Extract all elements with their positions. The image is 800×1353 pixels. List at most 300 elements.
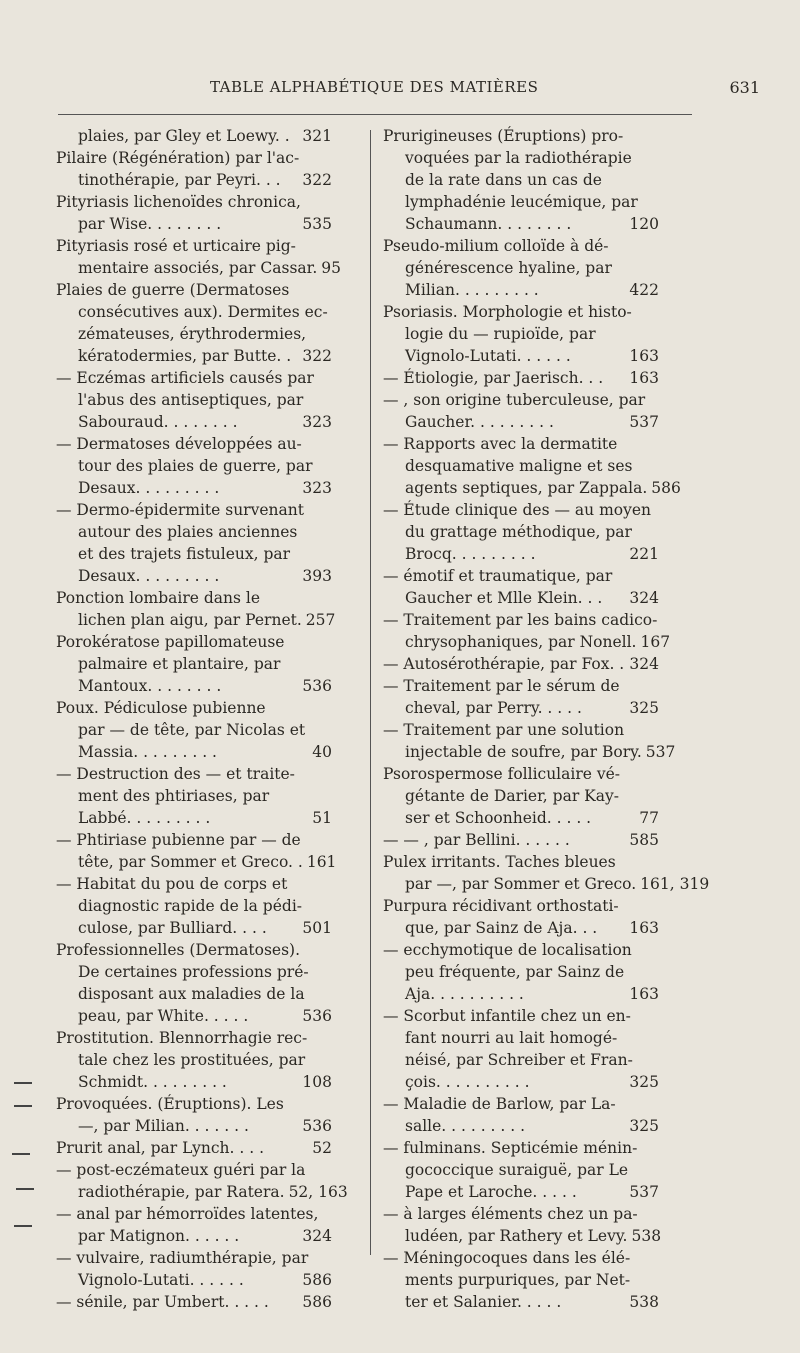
page-reference: 163 bbox=[629, 369, 659, 387]
line-fill bbox=[591, 807, 635, 829]
index-line bbox=[383, 1269, 659, 1291]
index-line bbox=[56, 697, 332, 719]
line-fill bbox=[302, 895, 332, 917]
page-reference: 324 bbox=[302, 1227, 332, 1245]
index-line-text: néisé, par Schreiber et Fran- bbox=[405, 1051, 633, 1069]
line-fill bbox=[630, 1269, 659, 1291]
index-line bbox=[383, 1159, 659, 1181]
index-line-text: agents septiques, par Zappala. bbox=[405, 479, 648, 497]
index-line-text: par — de tête, par Nicolas et bbox=[78, 721, 306, 739]
page-title: TABLE ALPHABÉTIQUE DES MATIÈRES bbox=[210, 78, 539, 96]
line-fill bbox=[597, 917, 625, 939]
line-fill bbox=[612, 257, 659, 279]
index-line bbox=[383, 873, 710, 895]
index-line bbox=[383, 1247, 659, 1269]
right-column bbox=[383, 125, 710, 1313]
index-line-text: — Eczémas artificiels causés par bbox=[56, 369, 314, 387]
index-line bbox=[383, 851, 659, 873]
index-line bbox=[56, 301, 332, 323]
line-fill bbox=[571, 345, 626, 367]
index-line-text: zémateuses, érythrodermies, bbox=[78, 325, 307, 343]
index-line-text: voquées par la radiothérapie bbox=[405, 149, 632, 167]
index-line bbox=[383, 257, 659, 279]
index-line-text: générescence hyaline, par bbox=[405, 259, 612, 277]
index-line-text: par Wise. . . . . . . . bbox=[78, 215, 222, 233]
index-line bbox=[383, 477, 681, 499]
line-fill bbox=[284, 1093, 332, 1115]
page-reference: 322 bbox=[302, 347, 332, 365]
index-line bbox=[56, 1071, 332, 1093]
index-line bbox=[56, 1093, 332, 1115]
line-fill bbox=[307, 1027, 332, 1049]
index-line-text: — vulvaire, radiumthérapie, par bbox=[56, 1249, 309, 1267]
line-fill bbox=[314, 367, 332, 389]
line-fill bbox=[619, 895, 659, 917]
index-line-text: — Autosérothérapie, par Fox. . bbox=[383, 655, 625, 673]
line-fill bbox=[264, 1137, 308, 1159]
page-reference: 586 bbox=[302, 1293, 332, 1311]
index-line-text: ments purpuriques, par Net- bbox=[405, 1271, 631, 1289]
page-reference: 40 bbox=[312, 743, 332, 761]
index-line bbox=[56, 587, 332, 609]
index-line-text: culose, par Bulliard. . . . bbox=[78, 919, 267, 937]
index-line-text: Plaies de guerre (Dermatoses bbox=[56, 281, 290, 299]
line-fill bbox=[210, 807, 308, 829]
index-line-text: Vignolo-Lutati. . . . . . bbox=[78, 1271, 244, 1289]
page-reference: 324 bbox=[629, 589, 659, 607]
index-line bbox=[56, 147, 332, 169]
line-fill bbox=[269, 1291, 299, 1313]
page-reference: 537 bbox=[629, 1183, 659, 1201]
line-fill bbox=[297, 521, 332, 543]
line-fill bbox=[289, 279, 332, 301]
line-fill bbox=[619, 785, 659, 807]
index-line-text: ser et Schoonheid. . . . . bbox=[405, 809, 592, 827]
index-line bbox=[383, 565, 659, 587]
index-line bbox=[56, 1225, 332, 1247]
index-line-text: — , son origine tuberculeuse, par bbox=[383, 391, 646, 409]
index-line-text: — Habitat du pou de corps et bbox=[56, 875, 288, 893]
index-line bbox=[383, 1203, 659, 1225]
header-rule bbox=[58, 114, 692, 115]
line-fill bbox=[633, 1049, 659, 1071]
page-reference: 325 bbox=[629, 1117, 659, 1135]
index-line-text: — Étude clinique des — au moyen bbox=[383, 501, 652, 519]
index-line-text: Brocq. . . . . . . . . bbox=[405, 545, 536, 563]
line-fill bbox=[239, 1225, 298, 1247]
line-fill bbox=[281, 169, 299, 191]
line-fill bbox=[624, 719, 659, 741]
margin-mark bbox=[14, 1082, 32, 1084]
index-line bbox=[56, 499, 332, 521]
index-line bbox=[383, 609, 659, 631]
index-line bbox=[383, 521, 659, 543]
index-line bbox=[383, 1291, 659, 1313]
page-reference: 393 bbox=[302, 567, 332, 585]
index-line bbox=[383, 719, 659, 741]
line-fill bbox=[632, 147, 659, 169]
index-line-text: — sénile, par Umbert. . . . . bbox=[56, 1293, 269, 1311]
index-line bbox=[56, 1247, 332, 1269]
index-line-text: l'abus des antiseptiques, par bbox=[78, 391, 304, 409]
index-line bbox=[383, 763, 659, 785]
line-fill bbox=[632, 455, 659, 477]
index-line bbox=[383, 1225, 662, 1247]
line-fill bbox=[244, 1269, 299, 1291]
index-line bbox=[56, 367, 332, 389]
index-line-text: Desaux. . . . . . . . . bbox=[78, 479, 220, 497]
line-fill bbox=[219, 565, 298, 587]
index-line bbox=[56, 675, 332, 697]
page-reference: 585 bbox=[629, 831, 659, 849]
index-line-text: lymphadénie leucémique, par bbox=[405, 193, 638, 211]
line-fill bbox=[221, 213, 298, 235]
index-line-text: — fulminans. Septicémie ménin- bbox=[383, 1139, 638, 1157]
page-reference: 537 bbox=[645, 743, 676, 761]
index-line-text: — émotif et traumatique, par bbox=[383, 567, 613, 585]
index-line bbox=[56, 477, 332, 499]
index-line-text: injectable de soufre, par Bory. bbox=[405, 743, 642, 761]
index-line bbox=[56, 543, 332, 565]
index-line bbox=[56, 1049, 332, 1071]
line-fill bbox=[612, 565, 659, 587]
index-line-text: — post-eczémateux guéri par la bbox=[56, 1161, 306, 1179]
line-fill bbox=[291, 345, 298, 367]
index-line bbox=[383, 433, 659, 455]
page-reference: 161 bbox=[306, 853, 337, 871]
index-line bbox=[383, 389, 659, 411]
page-reference: 538 bbox=[631, 1227, 662, 1245]
index-line-text: Gaucher. . . . . . . . . bbox=[405, 413, 554, 431]
page-reference: 324 bbox=[629, 655, 659, 673]
index-line bbox=[383, 543, 659, 565]
line-fill bbox=[217, 741, 308, 763]
index-line-text: Provoquées. (Éruptions). Les bbox=[56, 1095, 284, 1113]
index-line bbox=[383, 1071, 659, 1093]
page-reference: 95 bbox=[321, 259, 342, 277]
index-line-text: tour des plaies de guerre, par bbox=[78, 457, 313, 475]
index-line-text: — Traitement par le sérum de bbox=[383, 677, 620, 695]
index-line-text: ment des phtiriases, par bbox=[78, 787, 270, 805]
index-line-text: tête, par Sommer et Greco. . bbox=[78, 853, 303, 871]
line-fill bbox=[631, 1005, 659, 1027]
index-line bbox=[56, 829, 332, 851]
line-fill bbox=[632, 939, 659, 961]
index-line-text: Prostitution. Blennorrhagie rec- bbox=[56, 1029, 308, 1047]
line-fill bbox=[305, 719, 332, 741]
index-line-text: Vignolo-Lutati. . . . . . bbox=[405, 347, 571, 365]
margin-marks bbox=[0, 0, 40, 1353]
index-line-text: diagnostic rapide de la pédi- bbox=[78, 897, 303, 915]
index-line bbox=[56, 1137, 332, 1159]
line-fill bbox=[617, 1027, 659, 1049]
page-reference: 586 bbox=[651, 479, 681, 497]
line-fill bbox=[269, 785, 332, 807]
index-line bbox=[383, 345, 659, 367]
index-line-text: tinothérapie, par Peyri. . . bbox=[78, 171, 281, 189]
line-fill bbox=[260, 587, 332, 609]
line-fill bbox=[657, 609, 659, 631]
page-reference: 161, 319 bbox=[640, 875, 710, 893]
index-line bbox=[56, 521, 332, 543]
line-fill bbox=[227, 1071, 299, 1093]
index-line-text: Psoriasis. Morphologie et histo- bbox=[383, 303, 632, 321]
index-line-text: mentaire associés, par Cassar. bbox=[78, 259, 318, 277]
line-fill bbox=[290, 543, 332, 565]
page-reference: 538 bbox=[629, 1293, 659, 1311]
index-line-text: ludéen, par Rathery et Levy. bbox=[405, 1227, 628, 1245]
index-line bbox=[56, 1005, 332, 1027]
index-line-text: — Destruction des — et traite- bbox=[56, 765, 295, 783]
index-line bbox=[383, 961, 659, 983]
index-line bbox=[383, 697, 659, 719]
page-reference: 422 bbox=[629, 281, 659, 299]
page-reference: 323 bbox=[302, 413, 332, 431]
line-fill bbox=[301, 191, 332, 213]
index-line bbox=[56, 961, 332, 983]
margin-mark bbox=[16, 1188, 34, 1190]
index-line bbox=[56, 257, 342, 279]
index-line bbox=[56, 389, 332, 411]
line-fill bbox=[303, 389, 332, 411]
index-line-text: Mantoux. . . . . . . . bbox=[78, 677, 222, 695]
page-reference: 536 bbox=[302, 677, 332, 695]
page-number: 631 bbox=[729, 78, 760, 97]
line-fill bbox=[571, 213, 625, 235]
index-line bbox=[383, 213, 659, 235]
index-line-text: Pityriasis lichenoïdes chronica, bbox=[56, 193, 301, 211]
page-reference: 257 bbox=[305, 611, 336, 629]
index-line bbox=[56, 455, 332, 477]
index-line bbox=[383, 1049, 659, 1071]
index-line bbox=[56, 323, 332, 345]
index-line bbox=[383, 829, 659, 851]
index-line bbox=[383, 301, 659, 323]
line-fill bbox=[638, 1203, 659, 1225]
line-fill bbox=[267, 917, 299, 939]
index-line-text: kératodermies, par Butte. . bbox=[78, 347, 292, 365]
index-line bbox=[383, 1115, 659, 1137]
index-line bbox=[383, 1027, 659, 1049]
index-line-text: palmaire et plantaire, par bbox=[78, 655, 281, 673]
index-line bbox=[56, 741, 332, 763]
line-fill bbox=[280, 653, 332, 675]
index-line bbox=[383, 1093, 659, 1115]
line-fill bbox=[561, 1291, 625, 1313]
line-fill bbox=[632, 521, 659, 543]
index-line-text: chrysophaniques, par Nonell. bbox=[405, 633, 637, 651]
line-fill bbox=[306, 323, 332, 345]
index-line-text: — Traitement par les bains cadico- bbox=[383, 611, 658, 629]
index-line-text: Pilaire (Régénération) par l'ac- bbox=[56, 149, 300, 167]
index-line bbox=[56, 609, 336, 631]
index-line-text: Schmidt. . . . . . . . . bbox=[78, 1073, 227, 1091]
index-line-text: disposant aux maladies de la bbox=[78, 985, 305, 1003]
page-reference: 77 bbox=[639, 809, 659, 827]
page-reference: 325 bbox=[629, 1073, 659, 1091]
line-fill bbox=[295, 763, 332, 785]
index-line bbox=[56, 1291, 332, 1313]
line-fill bbox=[609, 235, 659, 257]
index-line bbox=[56, 763, 332, 785]
index-line-text: lichen plan aigu, par Pernet. bbox=[78, 611, 302, 629]
line-fill bbox=[620, 675, 659, 697]
line-fill bbox=[623, 125, 659, 147]
index-line-text: desquamative maligne et ses bbox=[405, 457, 633, 475]
line-fill bbox=[305, 983, 332, 1005]
line-fill bbox=[301, 829, 332, 851]
index-line-text: — — , par Bellini. . . . . . bbox=[383, 831, 570, 849]
line-fill bbox=[308, 1247, 332, 1269]
index-line bbox=[56, 1181, 348, 1203]
index-line bbox=[383, 587, 659, 609]
index-line-text: autour des plaies anciennes bbox=[78, 523, 298, 541]
line-fill bbox=[570, 829, 626, 851]
index-line bbox=[383, 499, 659, 521]
index-line-text: et des trajets fistuleux, par bbox=[78, 545, 291, 563]
index-line-text: Purpura récidivant orthostati- bbox=[383, 897, 619, 915]
line-fill bbox=[299, 147, 332, 169]
index-line bbox=[56, 1203, 332, 1225]
index-line bbox=[56, 917, 332, 939]
index-line-text: — Maladie de Barlow, par La- bbox=[383, 1095, 616, 1113]
index-line-text: cheval, par Perry. . . . . bbox=[405, 699, 582, 717]
page-reference: 167 bbox=[640, 633, 671, 651]
index-line-text: Ponction lombaire dans le bbox=[56, 589, 260, 607]
line-fill bbox=[596, 323, 659, 345]
index-line bbox=[383, 807, 659, 829]
index-line-text: Pityriasis rosé et urticaire pig- bbox=[56, 237, 296, 255]
index-line-text: salle. . . . . . . . . bbox=[405, 1117, 526, 1135]
index-line-text: tale chez les prostituées, par bbox=[78, 1051, 306, 1069]
index-line bbox=[56, 279, 332, 301]
index-line-text: ter et Salanier. . . . . bbox=[405, 1293, 562, 1311]
page-reference: 586 bbox=[302, 1271, 332, 1289]
line-fill bbox=[248, 1005, 298, 1027]
index-line bbox=[56, 411, 332, 433]
index-line-text: du grattage méthodique, par bbox=[405, 523, 632, 541]
line-fill bbox=[617, 433, 659, 455]
index-line-text: De certaines professions pré- bbox=[78, 963, 309, 981]
line-fill bbox=[302, 433, 332, 455]
index-line bbox=[383, 279, 659, 301]
index-line-text: Psorospermose folliculaire vé- bbox=[383, 765, 621, 783]
index-line-text: Prurigineuses (Éruptions) pro- bbox=[383, 127, 624, 145]
page-reference: 163 bbox=[629, 985, 659, 1003]
index-line-text: gococcique suraiguë, par Le bbox=[405, 1161, 629, 1179]
index-line-text: — Rapports avec la dermatite bbox=[383, 435, 618, 453]
page-reference: 537 bbox=[629, 413, 659, 431]
line-fill bbox=[296, 235, 332, 257]
column-divider bbox=[370, 130, 371, 1255]
line-fill bbox=[624, 961, 659, 983]
line-fill bbox=[602, 587, 625, 609]
index-line-text: logie du — rupioïde, par bbox=[405, 325, 596, 343]
left-column bbox=[56, 125, 348, 1313]
page-header bbox=[60, 74, 760, 104]
index-line bbox=[383, 1137, 659, 1159]
index-line-text: —, par Milian. . . . . . . bbox=[78, 1117, 249, 1135]
index-line-text: — Scorbut infantile chez un en- bbox=[383, 1007, 631, 1025]
line-fill bbox=[530, 1071, 626, 1093]
index-line-text: — Dermatoses développées au- bbox=[56, 435, 302, 453]
index-line bbox=[56, 873, 332, 895]
index-line bbox=[56, 1159, 332, 1181]
page-reference: 163 bbox=[629, 347, 659, 365]
page-reference: 108 bbox=[302, 1073, 332, 1091]
index-line bbox=[383, 125, 659, 147]
line-fill bbox=[616, 1093, 659, 1115]
index-line bbox=[383, 675, 659, 697]
index-line bbox=[383, 323, 659, 345]
page-reference: 325 bbox=[629, 699, 659, 717]
index-line bbox=[56, 433, 332, 455]
line-fill bbox=[577, 1181, 626, 1203]
index-line-text: Schaumann. . . . . . . . bbox=[405, 215, 572, 233]
index-line-text: — ecchymotique de localisation bbox=[383, 941, 632, 959]
page-reference: 536 bbox=[302, 1117, 332, 1135]
line-fill bbox=[309, 961, 332, 983]
index-line bbox=[383, 169, 659, 191]
index-line-text: gétante de Darier, par Kay- bbox=[405, 787, 619, 805]
index-line bbox=[383, 983, 659, 1005]
line-fill bbox=[219, 477, 298, 499]
line-fill bbox=[554, 411, 625, 433]
index-line bbox=[383, 1005, 659, 1027]
index-line-text: de la rate dans un cas de bbox=[405, 171, 602, 189]
index-line-text: Milian. . . . . . . . . bbox=[405, 281, 539, 299]
line-fill bbox=[318, 1203, 332, 1225]
line-fill bbox=[287, 873, 332, 895]
index-line bbox=[56, 631, 332, 653]
page-reference: 322 bbox=[302, 171, 332, 189]
index-line-text: par Matignon. . . . . . bbox=[78, 1227, 240, 1245]
index-line-text: radiothérapie, par Ratera. bbox=[78, 1183, 285, 1201]
margin-mark bbox=[14, 1105, 32, 1107]
line-fill bbox=[637, 1137, 659, 1159]
line-fill bbox=[266, 697, 332, 719]
page-reference: 163 bbox=[629, 919, 659, 937]
index-line-text: Poux. Pédiculose pubienne bbox=[56, 699, 266, 717]
line-fill bbox=[582, 697, 625, 719]
line-fill bbox=[313, 455, 332, 477]
index-line bbox=[383, 939, 659, 961]
index-line bbox=[383, 235, 659, 257]
page-reference: 536 bbox=[302, 1007, 332, 1025]
index-line bbox=[56, 851, 337, 873]
line-fill bbox=[328, 301, 332, 323]
index-line-text: par —, par Sommer et Greco. bbox=[405, 875, 637, 893]
index-line-text: Gaucher et Mlle Klein. . . bbox=[405, 589, 603, 607]
line-fill bbox=[524, 983, 626, 1005]
line-fill bbox=[603, 367, 625, 389]
index-line-text: Desaux. . . . . . . . . bbox=[78, 567, 220, 585]
line-fill bbox=[304, 499, 332, 521]
index-line bbox=[383, 631, 671, 653]
line-fill bbox=[536, 543, 626, 565]
line-fill bbox=[651, 499, 659, 521]
line-fill bbox=[305, 1159, 332, 1181]
index-line bbox=[383, 455, 659, 477]
line-fill bbox=[616, 851, 659, 873]
index-line bbox=[383, 147, 659, 169]
index-line-text: consécutives aux). Dermites ec- bbox=[78, 303, 328, 321]
index-line bbox=[56, 807, 332, 829]
index-line bbox=[383, 917, 659, 939]
index-line bbox=[56, 653, 332, 675]
line-fill bbox=[602, 169, 659, 191]
page-reference: 51 bbox=[312, 809, 332, 827]
